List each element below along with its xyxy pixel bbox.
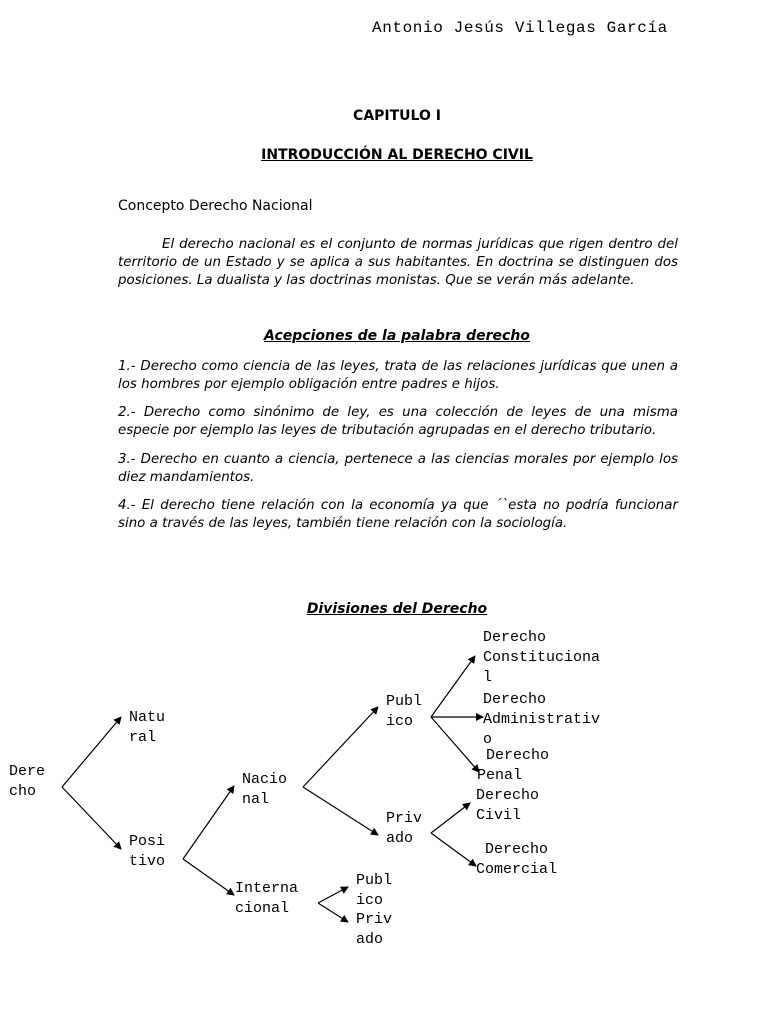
edge-privado-comercial [431,833,476,866]
edge-internacional-privado [318,903,348,922]
edge-positivo-internacional [183,859,234,895]
edge-derecho-natural [62,717,121,787]
node-internacional: Interna cional [235,880,299,917]
node-constitucional: Derecho Constituciona l [483,629,601,686]
edge-derecho-positivo [62,787,121,849]
node-privado: Priv ado [386,810,423,847]
edge-publico-penal [431,717,479,772]
edge-positivo-nacional [183,786,234,859]
node-derecho: Dere cho [9,763,46,800]
chapter-title: INTRODUCCIÓN AL DERECHO CIVIL [261,147,533,163]
node-penal: Derecho Penal [477,747,550,784]
acepcion-item: 4.- El derecho tiene relación con la economía ya que ´`esta no podría funcionar sino a través de las leyes, también tiene relación con la sociología. [118,498,678,531]
acepcion-item: 3.- Derecho en cuanto a ciencia, pertenece a las ciencias morales por ejemplo los diez mandamientos. [118,452,678,485]
node-nacional: Nacio nal [242,771,288,808]
concept-heading: Concepto Derecho Nacional [118,198,313,214]
node-positivo: Posi tivo [129,833,166,870]
node-internacional-privado: Priv ado [356,911,393,948]
edge-privado-civil [431,803,470,833]
node-publico: Publ ico [386,693,423,730]
acepcion-item: 1.- Derecho como ciencia de las leyes, trata de las relaciones jurídicas que unen a los hombres por ejemplo obligación entre padres e hijos. [118,359,678,392]
edge-nacional-publico [303,707,378,787]
node-comercial: Derecho Comercial [476,841,558,878]
node-natural: Natu ral [129,709,166,746]
acepciones-title: Acepciones de la palabra derecho [264,328,530,344]
acepcion-item: 2.- Derecho como sinónimo de ley, es una colección de leyes de una misma especie por ejemplo las leyes de tributación agrupadas en el derecho tributario. [118,405,678,438]
chapter-number: CAPITULO I [353,108,441,124]
edge-nacional-privado [303,787,378,835]
concept-paragraph: El derecho nacional es el conjunto de normas jurídicas que rigen dentro del territorio de un Estado y se aplica a sus habitantes. En doctrina se distinguen dos posiciones. La dualista y las doctrinas monistas. Que se verán más adelante. [118,237,678,288]
divisiones-title: Divisiones del Derecho [306,601,488,617]
node-civil: Derecho Civil [476,787,540,824]
node-internacional-publico: Publ ico [356,872,393,909]
edge-publico-constitucional [431,656,475,717]
node-administrativo: Derecho Administrativ o [483,691,601,748]
edge-internacional-publico [318,887,348,903]
author-name: Antonio Jesús Villegas García [372,19,668,37]
